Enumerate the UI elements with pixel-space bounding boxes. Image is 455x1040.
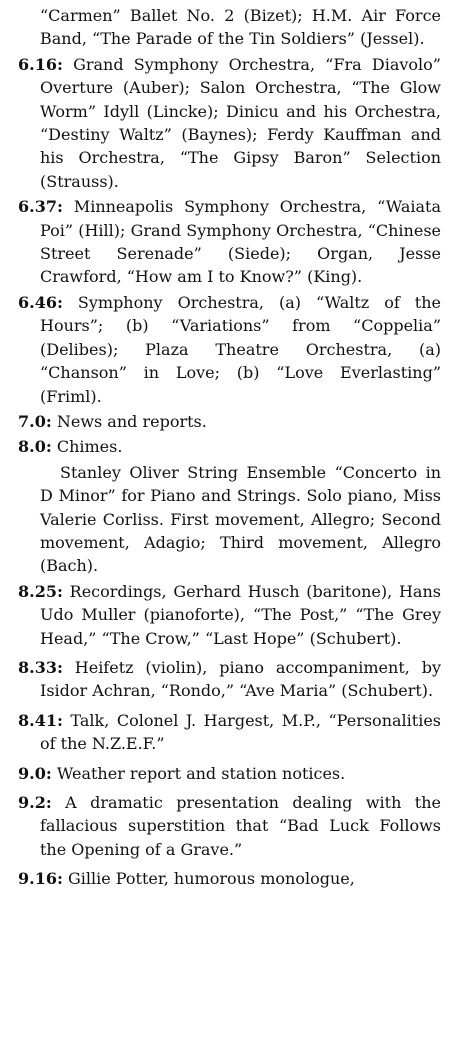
entry-time: 6.37: (18, 197, 63, 217)
entry-text: “Carmen” Ballet No. 2 (Bizet); H.M. Air Force Band, “The Parade of the Tin Soldiers” (Jessel). (40, 6, 441, 49)
listing-entry (18, 791, 441, 861)
listing-entry (18, 461, 441, 578)
entry-text: A dramatic presentation dealing with the fallacious superstition that “Bad Luck Follows the Opening of a Grave.” (40, 793, 441, 859)
listing-entry (18, 435, 441, 458)
entry-text: News and reports. (56, 411, 207, 431)
entry-text: Gillie Potter, humorous monologue, (67, 869, 355, 889)
listing-entry (18, 580, 441, 650)
listing-entry (18, 410, 441, 433)
entry-time: 6.16: (18, 54, 63, 74)
entry-time: 8.0: (18, 437, 52, 457)
entry-text: Grand Symphony Orchestra, “Fra Diavolo” Overture (Auber); Salon Orchestra, “The Glow Worm” Idyll (Lincke); Dinicu and his Orchestra, “Destiny Waltz” (Baynes); Ferdy Kauffman and his Orchestra, “The Gipsy Baron” Selection (Strauss). (40, 54, 441, 191)
entry-time: 9.16: (18, 869, 63, 889)
entry-time: 9.2: (18, 793, 52, 812)
entry-text: Minneapolis Symphony Orchestra, “Waiata Poi” (Hill); Grand Symphony Orchestra, “Chinese Street Serenade” (Siede); Organ, Jesse Crawford, “How am I to Know?” (King). (40, 197, 441, 287)
entry-text: Talk, Colonel J. Hargest, M.P., “Personalities of the N.Z.E.F.” (40, 710, 441, 754)
entry-time: 8.41: (18, 710, 63, 730)
entry-time: 7.0: (18, 411, 52, 431)
listing-entry (18, 53, 441, 193)
entry-text: Symphony Orchestra, (a) “Waltz of the Hours”; (b) “Variations” from “Coppelia” (Delibes); Plaza Theatre Orchestra, (a) “Chanson” in Love; (b) “Love Everlasting” (Friml). (40, 292, 442, 406)
listing-entry (18, 867, 441, 890)
listing-entry (18, 195, 441, 289)
entry-time: 8.25: (18, 581, 63, 601)
entry-text: Stanley Oliver String Ensemble “Concerto in D Minor” for Piano and Strings. Solo piano, Miss Valerie Corliss. First movement, Allegro; Second movement, Adagio; Third movement, Allegro (Bach). (40, 462, 441, 576)
listing-entry (18, 762, 441, 785)
listing-entry (18, 709, 441, 756)
entry-text: Weather report and station notices. (56, 763, 346, 783)
listing-entry (18, 4, 441, 51)
entry-text: Chimes. (56, 437, 123, 457)
entry-time: 9.0: (18, 763, 52, 783)
entry-time: 8.33: (18, 657, 63, 677)
entry-text: Recordings, Gerhard Husch (baritone), Hans Udo Muller (pianoforte), “The Post,” “The Grey Head,” “The Crow,” “Last Hope” (Schubert). (40, 581, 441, 648)
listing-entry (18, 291, 441, 408)
entry-text: Heifetz (violin), piano accompaniment, by Isidor Achran, “Rondo,” “Ave Maria” (Schubert). (40, 657, 442, 701)
listing-entry (18, 656, 441, 703)
entry-time: 6.46: (18, 292, 63, 312)
